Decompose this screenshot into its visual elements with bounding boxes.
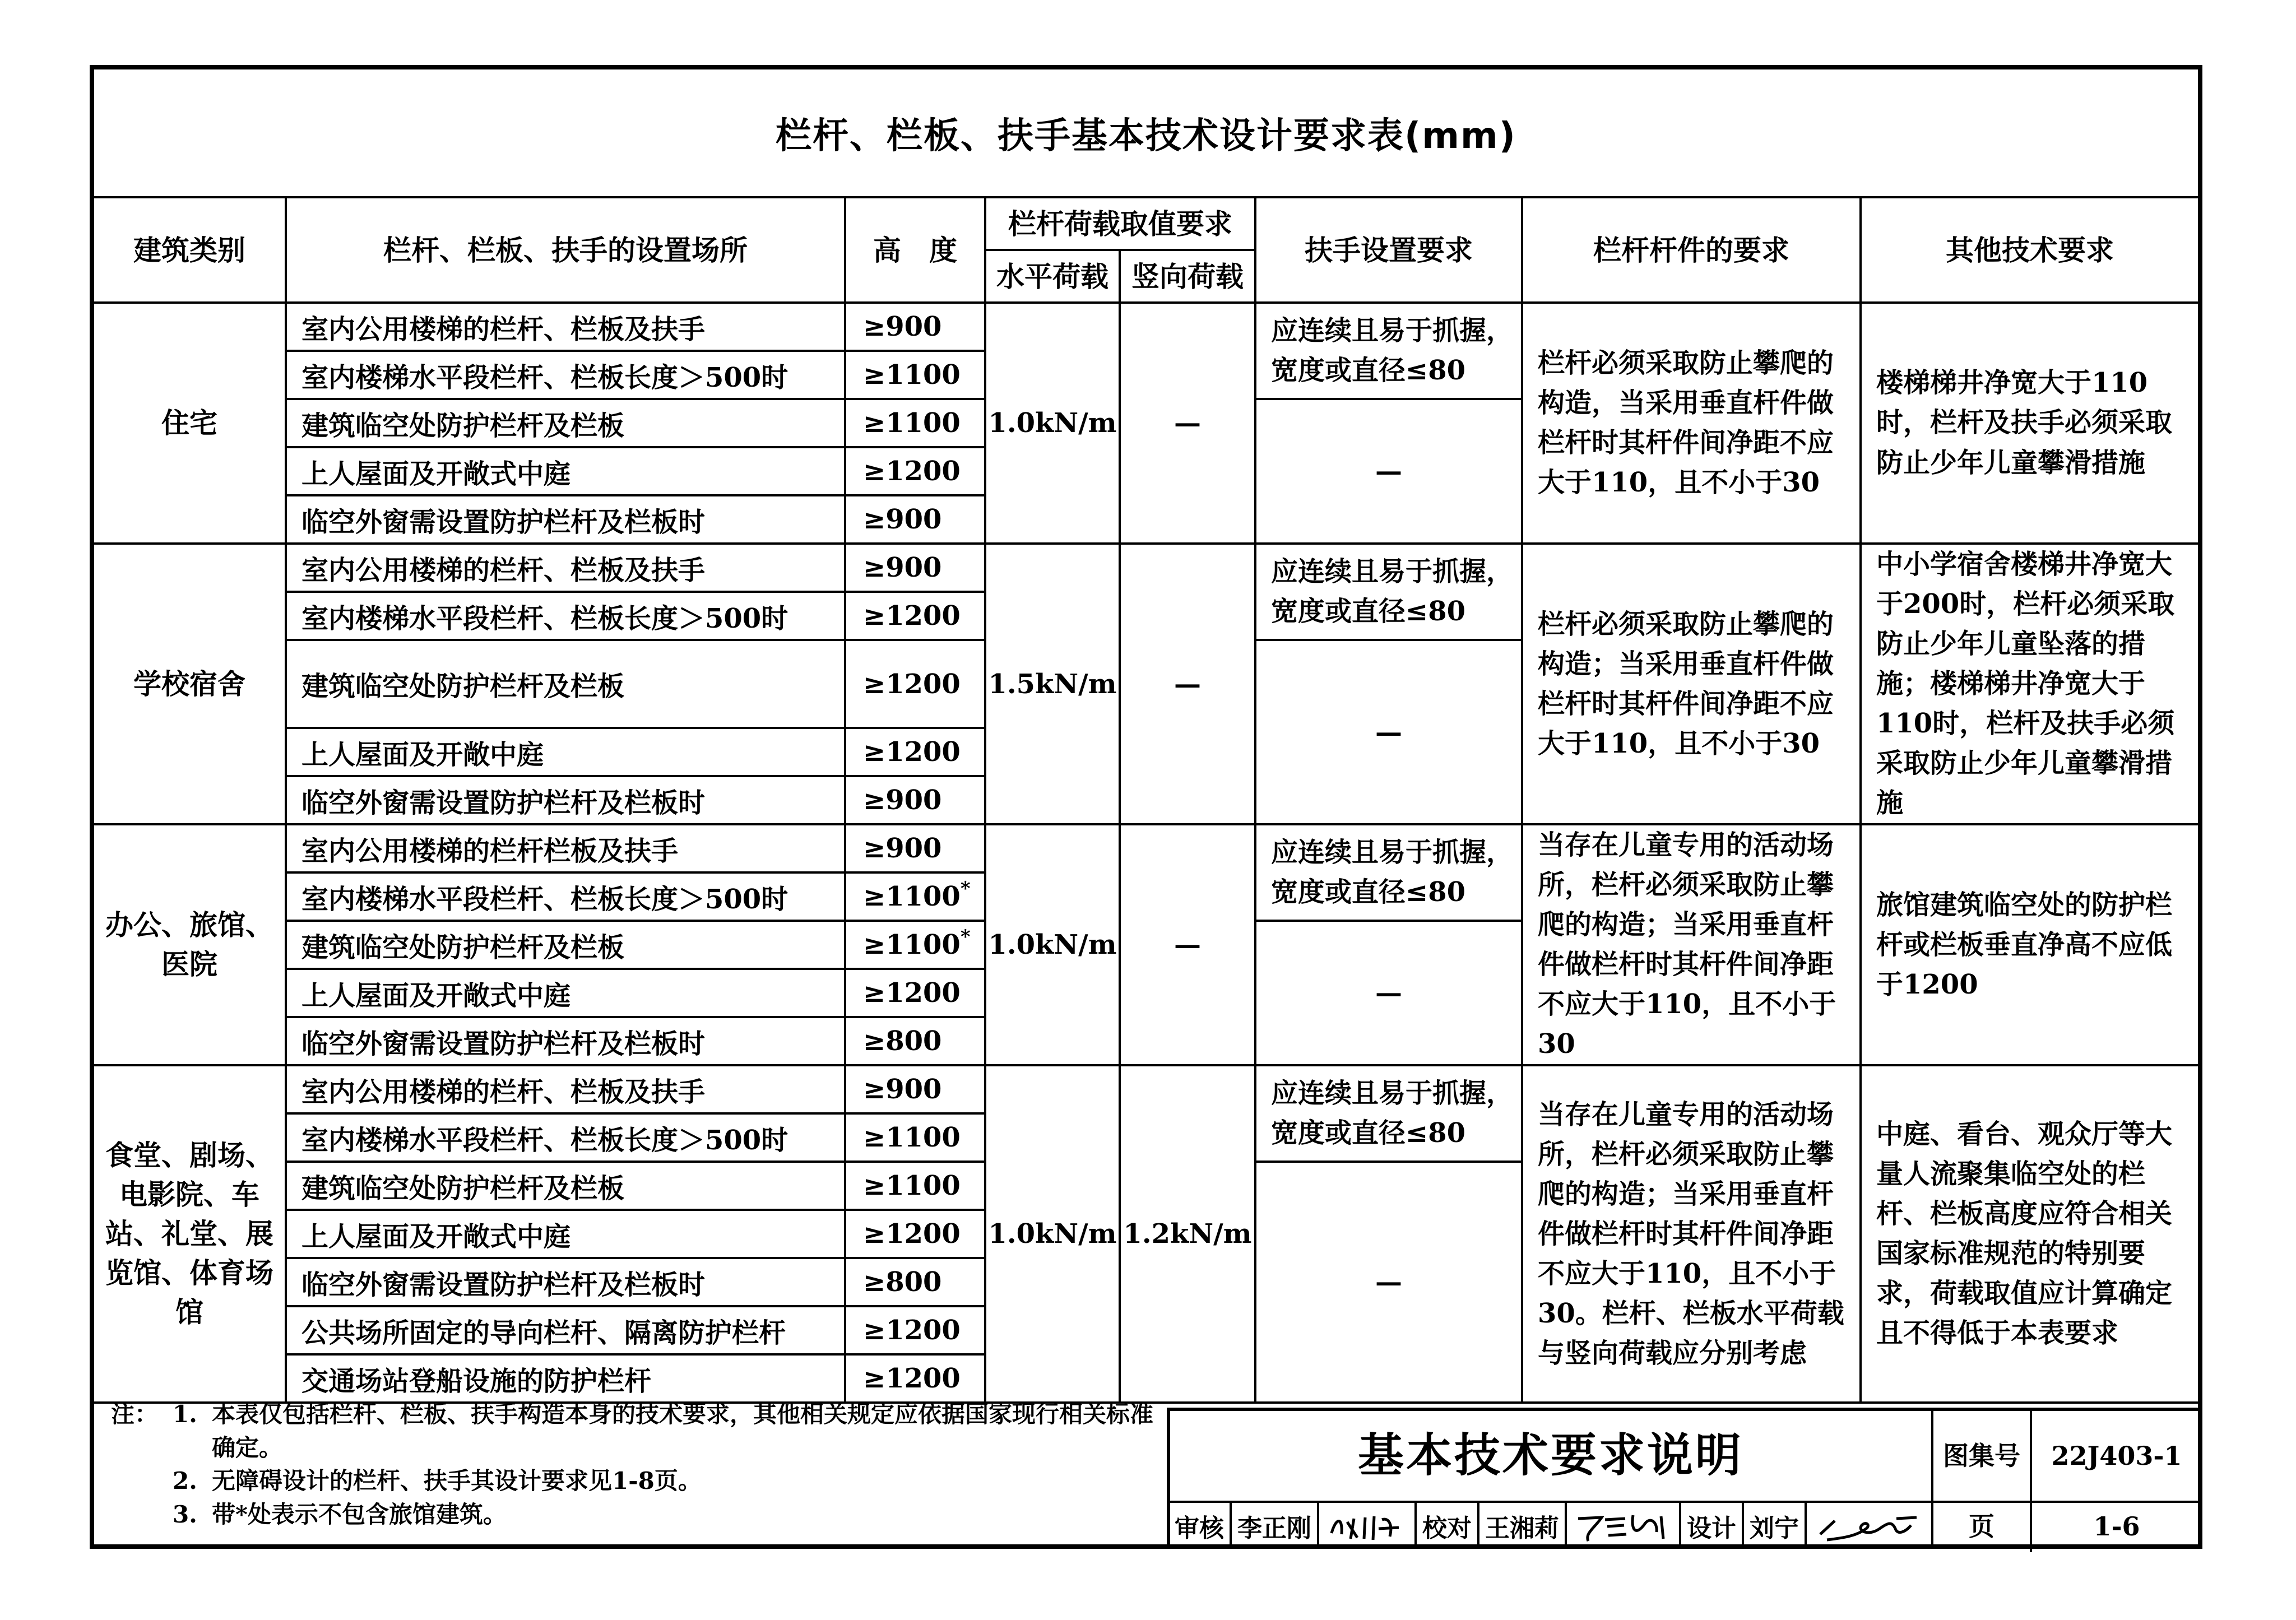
height-cell [845, 447, 985, 495]
exclusion-mark: * [960, 878, 971, 900]
height-cell [845, 351, 985, 399]
height-cell [845, 1017, 985, 1065]
location-cell: 建筑临空处防护栏杆及栏板 [286, 921, 845, 969]
location-cell: 上人屋面及开敞中庭 [286, 728, 845, 776]
member-requirement-cell: 当存在儿童专用的活动场所，栏杆必须采取防止攀爬的构造；当采用垂直杆件做栏杆时其杆件间净距不应大于110，且不小于30 [1522, 824, 1861, 1065]
height-cell [845, 728, 985, 776]
location-cell: 临空外窗需设置防护栏杆及栏板时 [286, 1017, 845, 1065]
horizontal-load-cell: 1.0kN/m [985, 824, 1120, 1065]
atlas-label: 图集号 [1933, 1411, 2032, 1503]
design-label: 设计 [1687, 1514, 1736, 1543]
category-cell: 住宅 [94, 303, 286, 544]
review-row [1170, 1503, 1933, 1549]
height-value: ≥1200 [863, 977, 961, 1009]
other-requirement-cell: 楼梯梯井净宽大于110时，栏杆及扶手必须采取防止少年儿童攀滑措施 [1861, 303, 2198, 544]
category-cell: 食堂、剧场、电影院、车站、礼堂、展览馆、体育场馆 [94, 1065, 286, 1403]
other-requirement-cell: 中庭、看台、观众厅等大量人流聚集临空处的栏杆、栏板高度应符合相关国家标准规范的特别要求，荷载取值应计算确定且不得低于本表要求 [1861, 1065, 2198, 1403]
height-cell [845, 1258, 985, 1306]
height-value: ≥1100 [863, 1170, 961, 1202]
table-row [94, 303, 2198, 351]
designer-name: 刘宁 [1750, 1514, 1799, 1543]
header-vertical-load: 竖向荷载 [1120, 250, 1255, 303]
height-cell [845, 1210, 985, 1258]
location-cell: 上人屋面及开敞式中庭 [286, 969, 845, 1017]
location-cell: 建筑临空处防护栏杆及栏板 [286, 1162, 845, 1210]
table-title: 栏杆、栏板、扶手基本技术设计要求表(mm) [94, 69, 2198, 197]
location-cell: 室内楼梯水平段栏杆、栏板长度＞500时 [286, 351, 845, 399]
location-cell: 室内公用楼梯的栏杆、栏板及扶手 [286, 1065, 845, 1113]
handrail-none-cell: — [1255, 399, 1522, 544]
height-cell [845, 1354, 985, 1403]
header-height: 高 度 [845, 197, 985, 303]
location-cell: 室内楼梯水平段栏杆、栏板长度＞500时 [286, 1113, 845, 1162]
height-value: ≥900 [863, 504, 942, 535]
atlas-number: 22J403-1 [2032, 1411, 2201, 1503]
checker-name: 王湘莉 [1485, 1514, 1559, 1543]
designer-signature [1812, 1506, 1924, 1545]
height-value: ≥1200 [863, 736, 961, 768]
height-cell [845, 495, 985, 544]
height-value: ≥900 [863, 833, 942, 865]
height-value: ≥900 [863, 785, 942, 816]
height-cell [845, 1113, 985, 1162]
drawing-title: 基本技术要求说明 [1170, 1411, 1933, 1503]
height-cell [845, 776, 985, 824]
note-number: 3. [173, 1500, 197, 1528]
height-cell [845, 872, 985, 921]
handrail-none-cell: — [1255, 921, 1522, 1065]
height-cell [845, 1306, 985, 1354]
reviewer-name: 李正刚 [1237, 1514, 1311, 1543]
vertical-load-cell: — [1120, 824, 1255, 1065]
height-cell [845, 921, 985, 969]
header-other: 其他技术要求 [1861, 197, 2198, 303]
location-cell: 室内公用楼梯的栏杆栏板及扶手 [286, 824, 845, 872]
height-value: ≥1200 [863, 1363, 961, 1395]
table-row [94, 544, 2198, 592]
location-cell: 上人屋面及开敞式中庭 [286, 447, 845, 495]
handrail-requirement-cell: 应连续且易于抓握，宽度或直径≤80 [1255, 303, 1522, 399]
requirements-table [94, 69, 2198, 1404]
header-handrail: 扶手设置要求 [1255, 197, 1522, 303]
location-cell: 室内公用楼梯的栏杆、栏板及扶手 [286, 303, 845, 351]
height-cell [845, 1162, 985, 1210]
handrail-requirement-cell: 应连续且易于抓握，宽度或直径≤80 [1255, 824, 1522, 921]
notes [111, 1398, 1176, 1531]
reviewer-signature [1325, 1506, 1409, 1545]
vertical-load-cell: — [1120, 544, 1255, 824]
handrail-requirement-cell: 应连续且易于抓握，宽度或直径≤80 [1255, 544, 1522, 640]
height-cell [845, 969, 985, 1017]
height-value: ≥1200 [863, 1218, 961, 1250]
note-text: 带*处表示不包含旅馆建筑。 [212, 1500, 507, 1528]
height-cell [845, 1065, 985, 1113]
exclusion-mark: * [960, 926, 971, 949]
location-cell: 公共场所固定的导向栏杆、隔离防护栏杆 [286, 1306, 845, 1354]
height-value: ≥1200 [863, 456, 961, 487]
location-cell: 上人屋面及开敞式中庭 [286, 1210, 845, 1258]
height-cell [845, 303, 985, 351]
member-requirement-cell: 栏杆必须采取防止攀爬的构造；当采用垂直杆件做栏杆时其杆件间净距不应大于110，且不小于30 [1522, 544, 1861, 824]
category-cell: 学校宿舍 [94, 544, 286, 824]
height-value: ≥1100 [863, 359, 961, 391]
other-requirement-cell: 旅馆建筑临空处的防护栏杆或栏板垂直净高不应低于1200 [1861, 824, 2198, 1065]
notes-lead: 注： [111, 1400, 159, 1428]
note-number: 1. [173, 1400, 197, 1428]
note-number: 2. [173, 1467, 197, 1495]
location-cell: 室内楼梯水平段栏杆、栏板长度＞500时 [286, 872, 845, 921]
height-cell [845, 592, 985, 640]
title-block [1167, 1408, 2198, 1549]
header-category: 建筑类别 [94, 197, 286, 303]
page-label: 页 [1933, 1503, 2032, 1552]
location-cell: 建筑临空处防护栏杆及栏板 [286, 399, 845, 447]
page-number: 1-6 [2093, 1511, 2140, 1542]
height-cell [845, 824, 985, 872]
height-value: ≥1200 [863, 668, 961, 700]
height-value: ≥800 [863, 1266, 942, 1298]
drawing-sheet [90, 65, 2202, 1549]
header-location: 栏杆、栏板、扶手的设置场所 [286, 197, 845, 303]
height-value: ≥900 [863, 311, 942, 342]
height-value: ≥1100 [863, 1122, 961, 1154]
horizontal-load-cell: 1.0kN/m [985, 303, 1120, 544]
height-value: ≥1200 [863, 600, 961, 632]
height-cell [845, 544, 985, 592]
height-value: ≥800 [863, 1025, 942, 1057]
height-value: ≥900 [863, 552, 942, 583]
header-horizontal-load: 水平荷载 [985, 250, 1120, 303]
checker-signature [1573, 1506, 1673, 1545]
location-cell: 室内公用楼梯的栏杆、栏板及扶手 [286, 544, 845, 592]
category-cell: 办公、旅馆、医院 [94, 824, 286, 1065]
height-cell [845, 640, 985, 728]
location-cell: 建筑临空处防护栏杆及栏板 [286, 640, 845, 728]
height-value: ≥1100 [863, 881, 961, 913]
vertical-load-cell: — [1120, 303, 1255, 544]
location-cell: 交通场站登船设施的防护栏杆 [286, 1354, 845, 1403]
table-row [94, 824, 2198, 872]
handrail-none-cell: — [1255, 1162, 1522, 1403]
header-load-group: 栏杆荷载取值要求 [985, 197, 1255, 250]
vertical-load-cell: 1.2kN/m [1120, 1065, 1255, 1403]
note-text: 无障碍设计的栏杆、扶手其设计要求见1-8页。 [212, 1467, 702, 1495]
height-value: ≥1100 [863, 407, 961, 439]
other-requirement-cell: 中小学宿舍楼梯井净宽大于200时，栏杆必须采取防止少年儿童坠落的措施；楼梯梯井净宽大于110时，栏杆及扶手必须采取防止少年儿童攀滑措施 [1861, 544, 2198, 824]
location-cell: 临空外窗需设置防护栏杆及栏板时 [286, 1258, 845, 1306]
table-row [94, 1065, 2198, 1113]
location-cell: 室内楼梯水平段栏杆、栏板长度＞500时 [286, 592, 845, 640]
handrail-requirement-cell: 应连续且易于抓握，宽度或直径≤80 [1255, 1065, 1522, 1162]
handrail-none-cell: — [1255, 640, 1522, 824]
note-text: 本表仅包括栏杆、栏板、扶手构造本身的技术要求，其他相关规定应依据国家现行相关标准确定。 [212, 1400, 1154, 1461]
height-value: ≥1200 [863, 1315, 961, 1347]
height-cell [845, 399, 985, 447]
height-value: ≥1100 [863, 929, 961, 961]
horizontal-load-cell: 1.0kN/m [985, 1065, 1120, 1403]
member-requirement-cell: 当存在儿童专用的活动场所，栏杆必须采取防止攀爬的构造；当采用垂直杆件做栏杆时其杆件间净距不应大于110，且不小于30。栏杆、栏板水平荷载与竖向荷载应分别考虑 [1522, 1065, 1861, 1403]
header-member: 栏杆杆件的要求 [1522, 197, 1861, 303]
member-requirement-cell: 栏杆必须采取防止攀爬的构造，当采用垂直杆件做栏杆时其杆件间净距不应大于110，且不小于30 [1522, 303, 1861, 544]
check-label: 校对 [1422, 1514, 1472, 1543]
horizontal-load-cell: 1.5kN/m [985, 544, 1120, 824]
location-cell: 临空外窗需设置防护栏杆及栏板时 [286, 495, 845, 544]
height-value: ≥900 [863, 1074, 942, 1106]
review-label: 审核 [1175, 1514, 1224, 1543]
location-cell: 临空外窗需设置防护栏杆及栏板时 [286, 776, 845, 824]
